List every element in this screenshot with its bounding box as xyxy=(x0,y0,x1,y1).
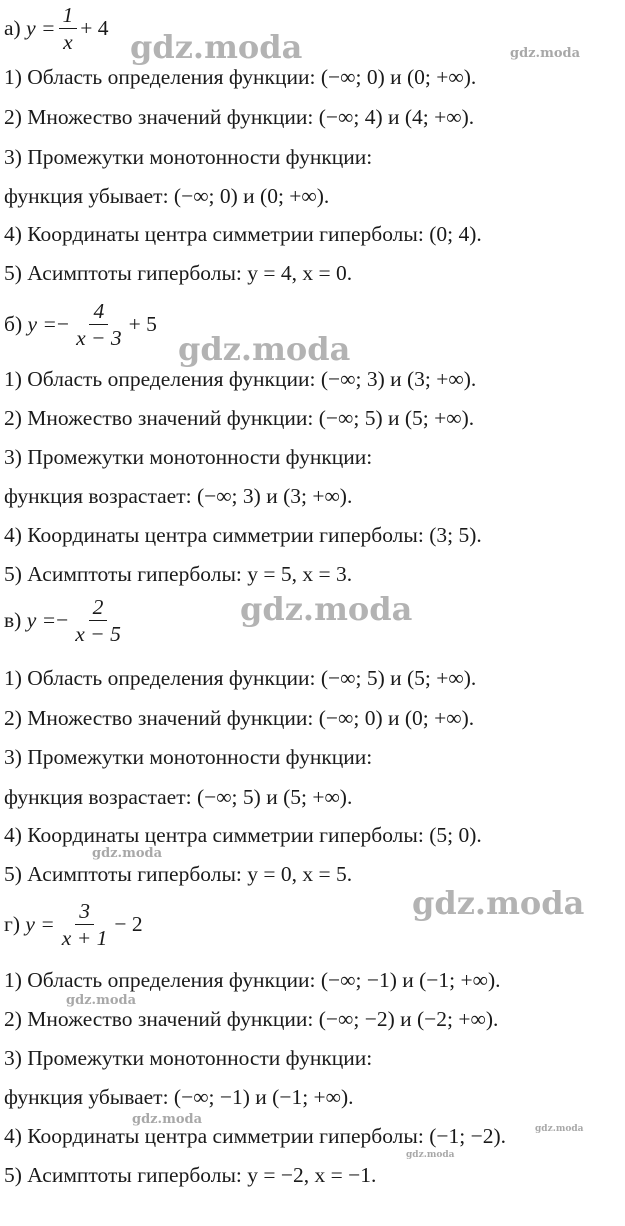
section-a-numerator: 1 xyxy=(59,2,78,29)
section-a-line-5: 4) Координаты центра симметрии гиперболы: (0; 4). xyxy=(4,222,482,246)
section-d-line-6: 5) Асимптоты гиперболы: y = −2, x = −1. xyxy=(4,1163,377,1187)
section-a-prefix: y = xyxy=(26,16,56,40)
section-a-line-1: 1) Область определения функции: (−∞; 0) и (0; +∞). xyxy=(4,65,477,89)
section-c-fraction xyxy=(71,594,125,647)
section-c-numerator: 2 xyxy=(89,594,108,621)
section-b-line-5: 4) Координаты центра симметрии гиперболы: (3; 5). xyxy=(4,523,482,547)
section-a-fraction xyxy=(59,2,78,55)
section-c-line-1: 1) Область определения функции: (−∞; 5) и (5; +∞). xyxy=(4,666,477,690)
section-d-line-2: 2) Множество значений функции: (−∞; −2) и (−2; +∞). xyxy=(4,1007,499,1031)
section-b-header xyxy=(4,298,157,351)
watermark: gdz.moda xyxy=(132,1112,203,1127)
section-c-header xyxy=(4,594,128,647)
section-b-line-1: 1) Область определения функции: (−∞; 3) и (3; +∞). xyxy=(4,367,477,391)
watermark: gdz.moda xyxy=(66,993,137,1008)
section-d-header xyxy=(4,898,143,951)
watermark: gdz.moda xyxy=(92,846,163,861)
watermark: gdz.moda xyxy=(535,1124,584,1134)
section-d-suffix: − 2 xyxy=(114,912,143,936)
section-c-sign: − xyxy=(56,608,69,632)
watermark: gdz.moda xyxy=(510,46,581,61)
section-d-label: г) xyxy=(4,912,20,936)
section-d-line-1: 1) Область определения функции: (−∞; −1) и (−1; +∞). xyxy=(4,968,501,992)
section-a-line-2: 2) Множество значений функции: (−∞; 4) и (4; +∞). xyxy=(4,105,475,129)
section-d-fraction xyxy=(58,898,112,951)
section-d-denominator: x + 1 xyxy=(61,926,108,950)
section-a-line-4: функция убывает: (−∞; 0) и (0; +∞). xyxy=(4,184,330,208)
section-c-line-5: 4) Координаты центра симметрии гиперболы: (5; 0). xyxy=(4,823,482,847)
section-b-line-4: функция возрастает: (−∞; 3) и (3; +∞). xyxy=(4,484,353,508)
section-d-numerator: 3 xyxy=(75,898,94,925)
section-c-prefix: y = xyxy=(26,608,57,632)
section-c-line-4: функция возрастает: (−∞; 5) и (5; +∞). xyxy=(4,785,353,809)
section-b-denominator: x − 3 xyxy=(76,326,122,350)
section-d-line-4: функция убывает: (−∞; −1) и (−1; +∞). xyxy=(4,1085,354,1109)
section-c-denominator: x − 5 xyxy=(75,622,121,646)
section-a-suffix: + 4 xyxy=(80,16,109,40)
section-a-label: а) xyxy=(4,16,21,40)
section-c-line-2: 2) Множество значений функции: (−∞; 0) и (0; +∞). xyxy=(4,706,475,730)
section-b-prefix: y = xyxy=(27,312,57,336)
section-c-line-6: 5) Асимптоты гиперболы: y = 0, x = 5. xyxy=(4,862,353,886)
watermark: gdz.moda xyxy=(406,1150,455,1160)
section-a-denominator: x xyxy=(63,30,73,54)
section-d-prefix: y = xyxy=(25,912,55,936)
watermark: gdz.moda xyxy=(130,28,303,66)
section-b-fraction xyxy=(72,298,126,351)
section-a-header xyxy=(4,2,109,55)
section-b-label: б) xyxy=(4,312,23,336)
section-c-line-3: 3) Промежутки монотонности функции: xyxy=(4,745,373,769)
section-b-numerator: 4 xyxy=(89,298,108,325)
section-a-line-6: 5) Асимптоты гиперболы: y = 4, x = 0. xyxy=(4,261,353,285)
watermark: gdz.moda xyxy=(240,590,413,628)
section-d-line-5: 4) Координаты центра симметрии гиперболы: (−1; −2). xyxy=(4,1124,506,1148)
section-d-line-3: 3) Промежутки монотонности функции: xyxy=(4,1046,373,1070)
section-b-sign: − xyxy=(56,312,70,336)
section-a-line-3: 3) Промежутки монотонности функции: xyxy=(4,145,373,169)
watermark: gdz.moda xyxy=(178,330,351,368)
section-b-line-3: 3) Промежутки монотонности функции: xyxy=(4,445,373,469)
section-b-line-2: 2) Множество значений функции: (−∞; 5) и (5; +∞). xyxy=(4,406,475,430)
section-c-label: в) xyxy=(4,608,22,632)
watermark: gdz.moda xyxy=(412,884,585,922)
section-b-line-6: 5) Асимптоты гиперболы: y = 5, x = 3. xyxy=(4,562,353,586)
section-b-suffix: + 5 xyxy=(128,312,157,336)
